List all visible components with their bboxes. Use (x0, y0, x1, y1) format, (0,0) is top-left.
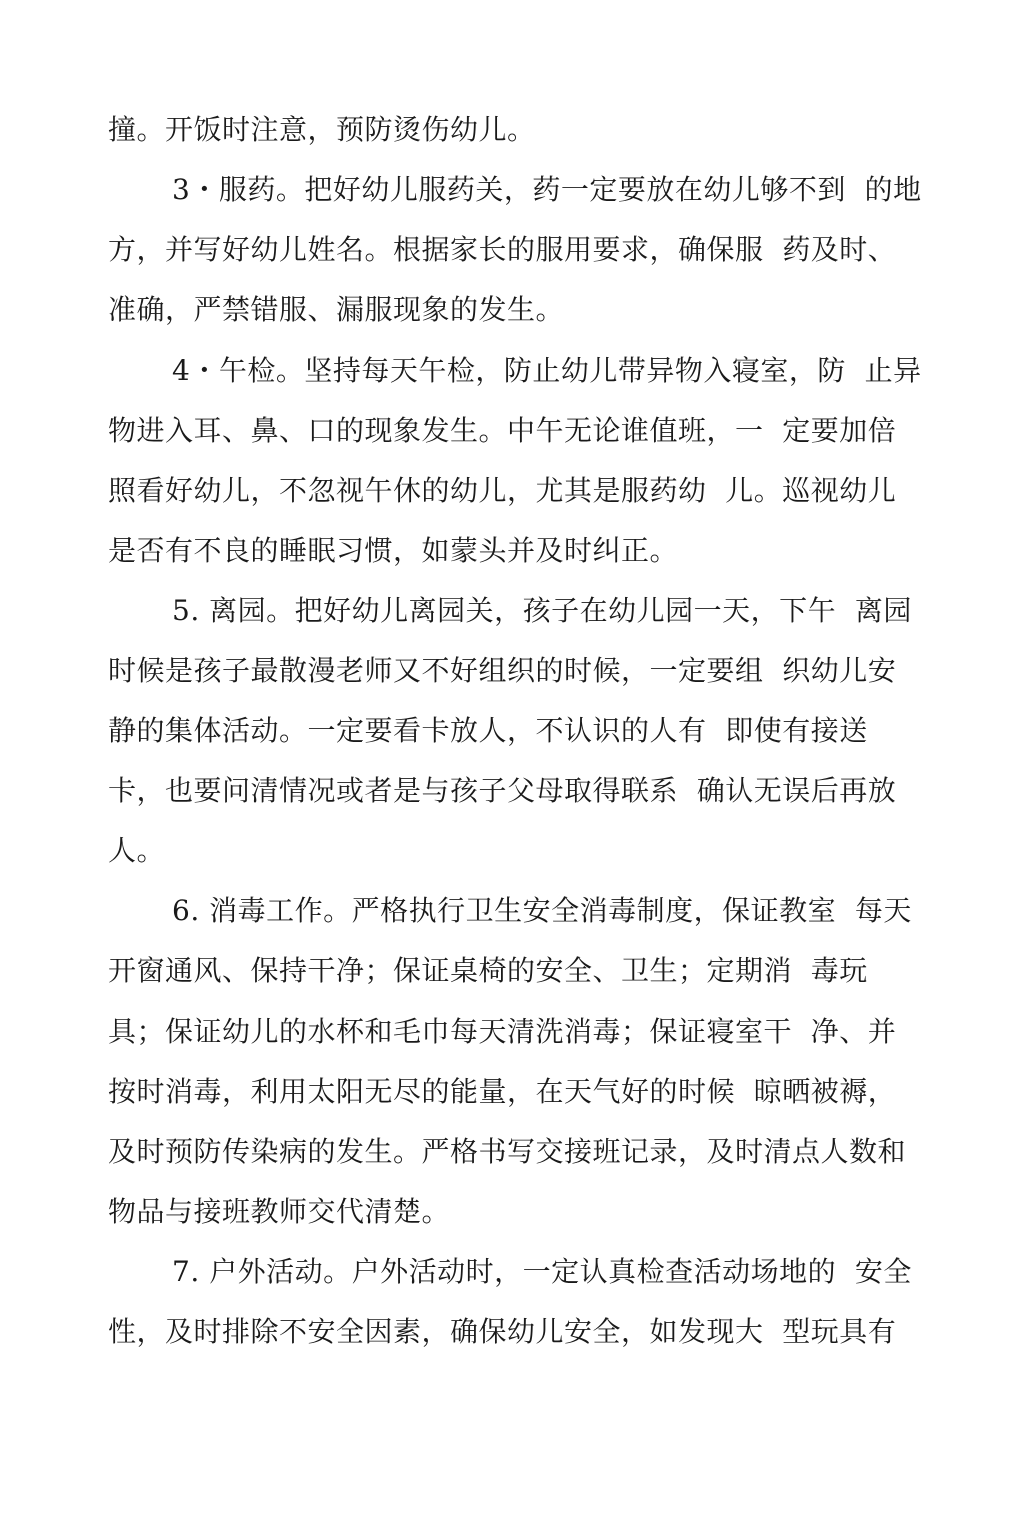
text-line: 性，及时排除不安全因素，确保幼儿安全，如发现大 型玩具有 (108, 1315, 897, 1348)
text-line: 静的集体活动。一定要看卡放人，不认识的人有 即使有接送 (108, 714, 868, 747)
text-line: 撞。开饭时注意，预防烫伤幼儿。 (108, 113, 536, 146)
text-line: 物品与接班教师交代清楚。 (108, 1195, 451, 1228)
text-line: 按时消毒，利用太阳无尽的能量，在天气好的时候 晾晒被褥， (108, 1075, 897, 1108)
text-line: 卡，也要问清情况或者是与孩子父母取得联系 确认无误后再放 (108, 774, 897, 807)
text-line: 照看好幼儿，不忽视午休的幼儿，尤其是服药幼 儿。巡视幼儿 (108, 474, 897, 507)
text-line: 物进入耳、鼻、口的现象发生。中午无论谁值班，一 定要加倍 (108, 414, 897, 447)
text-line: 时候是孩子最散漫老师又不好组织的时候，一定要组 织幼儿安 (108, 654, 897, 687)
text-line: 具；保证幼儿的水杯和毛巾每天清洗消毒；保证寝室干 净、并 (108, 1015, 897, 1048)
text-line: 5. 离园。把好幼儿离园关，孩子在幼儿园一天，下午 离园 (172, 594, 912, 627)
text-line: 人。 (108, 834, 166, 867)
text-line: 6. 消毒工作。严格执行卫生安全消毒制度，保证教室 每天 (172, 894, 912, 927)
text-line: 4・午检。坚持每天午检，防止幼儿带异物入寝室，防 止异 (172, 354, 922, 387)
text-line: 7. 户外活动。户外活动时，一定认真检查活动场地的 安全 (172, 1255, 912, 1288)
text-line: 准确，严禁错服、漏服现象的发生。 (108, 293, 565, 326)
text-line: 是否有不良的睡眠习惯，如蒙头并及时纠正。 (108, 534, 679, 567)
text-line: 开窗通风、保持干净；保证桌椅的安全、卫生；定期消 毒玩 (108, 954, 868, 987)
text-line: 方，并写好幼儿姓名。根据家长的服用要求，确保服 药及时、 (108, 233, 897, 266)
text-line: 3・服药。把好幼儿服药关，药一定要放在幼儿够不到 的地 (172, 173, 922, 206)
text-line: 及时预防传染病的发生。严格书写交接班记录，及时清点人数和 (108, 1135, 907, 1168)
